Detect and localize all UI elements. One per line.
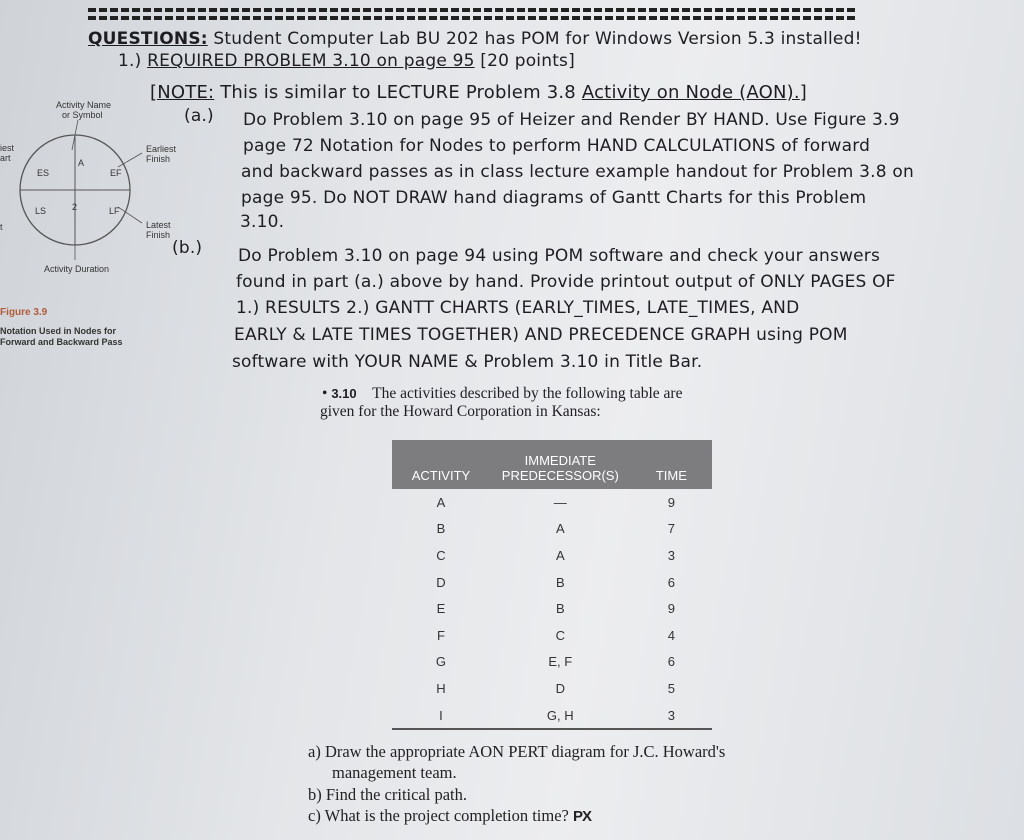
latest-label: Latest: [146, 220, 171, 230]
note-aon: Activity on Node (AON).: [581, 82, 800, 103]
cell-activity: C: [436, 547, 446, 563]
ls-label: LS: [35, 206, 47, 216]
table-row: [392, 649, 712, 676]
cell-predecessor: —: [553, 494, 567, 510]
part-a-line-3: and backward passes as in class lecture example handout for Problem 3.8 on: [241, 162, 914, 182]
cell-activity: F: [436, 627, 445, 643]
problem-title: REQUIRED PROBLEM 3.10 on page 95: [147, 51, 475, 71]
cell-predecessor: E, F: [548, 654, 573, 670]
part-b-line-3: 1.) RESULTS 2.) GANTT CHARTS (EARLY_TIMES, LATE_TIMES, AND: [236, 298, 800, 318]
part-b-line-2: found in part (a.) above by hand. Provide printout output of ONLY PAGES OF: [236, 272, 896, 292]
part-b-line-5: software with YOUR NAME & Problem 3.10 in Title Bar.: [232, 352, 703, 372]
cell-predecessor: A: [555, 521, 565, 537]
table-row: [392, 542, 712, 569]
table-row: [392, 516, 712, 543]
cell-activity: D: [436, 574, 446, 590]
ef-label: EF: [110, 168, 122, 178]
activity-table: [392, 440, 712, 730]
activity-name-label: Activity Name: [56, 100, 112, 110]
cell-activity: I: [392, 702, 490, 730]
table-row: [392, 675, 712, 702]
cell-predecessor: A: [555, 547, 565, 563]
earliest-finish-label: Finish: [146, 154, 171, 164]
note-line: [150, 82, 807, 103]
table-row: [392, 569, 712, 596]
part-a-line-1: Do Problem 3.10 on page 95 of Heizer and Render BY HAND. Use Figure 3.9: [243, 110, 900, 130]
cell-time: 5: [667, 680, 675, 696]
cell-activity: A: [436, 494, 446, 510]
cell-activity: E: [436, 601, 446, 617]
left-cut-label-3: t: [0, 222, 3, 232]
questions-text: Student Computer Lab BU 202 has POM for Windows Version 5.3 installed!: [207, 29, 862, 49]
note-text: This is similar to LECTURE Problem 3.8: [214, 82, 582, 103]
table-row: [392, 595, 712, 622]
cell-time: 6: [667, 654, 675, 670]
problem-number: 1.): [118, 51, 142, 71]
figure-caption-2: Forward and Backward Pass: [0, 337, 123, 347]
cell-predecessor: B: [555, 601, 565, 617]
cell-time: 3: [631, 702, 712, 730]
figure-caption-1: Notation Used in Nodes for: [0, 326, 117, 336]
left-cut-label-2: art: [0, 153, 11, 163]
cell-predecessor: B: [555, 574, 565, 590]
intro-line-2: given for the Howard Corporation in Kansas:: [320, 403, 601, 420]
part-a-line-2: page 72 Notation for Nodes to perform HAND CALCULATIONS of forward: [243, 136, 871, 156]
node-duration: 2: [72, 202, 78, 212]
or-symbol-label: or Symbol: [62, 110, 103, 120]
part-a-line-5: 3.10.: [240, 212, 285, 232]
px-mark: PX: [572, 808, 591, 825]
questions-header: [88, 29, 862, 49]
table-row: [392, 702, 712, 730]
latest-finish-label: Finish: [146, 230, 171, 240]
intro-line-1: The activities described by the following table are: [372, 385, 683, 402]
header-predecessors: IMMEDIATE PREDECESSOR(S): [490, 440, 631, 489]
header-activity: ACTIVITY: [392, 440, 490, 489]
earliest-label: Earliest: [146, 144, 177, 154]
top-rule-lower: [88, 16, 858, 20]
note-close: ]: [799, 82, 808, 103]
header-time: TIME: [631, 440, 712, 489]
question-c-text: c) What is the project completion time?: [308, 806, 569, 825]
part-a-label: (a.): [184, 106, 214, 126]
question-a-line-2: management team.: [332, 763, 457, 782]
question-c: [308, 806, 591, 826]
part-b-line-1: Do Problem 3.10 on page 94 using POM software and check your answers: [238, 246, 881, 266]
cell-activity: H: [436, 680, 446, 696]
cell-time: 4: [667, 627, 675, 643]
cell-time: 3: [667, 547, 675, 563]
textbook-intro-1: [322, 385, 682, 403]
part-b-label: (b.): [172, 238, 203, 258]
pointer-latest-finish: [118, 207, 142, 223]
cell-time: 7: [667, 521, 675, 537]
part-b-line-4: EARLY & LATE TIMES TOGETHER) AND PRECEDENCE GRAPH using POM: [234, 325, 848, 345]
question-b: b) Find the critical path.: [308, 785, 467, 804]
cell-predecessor: D: [555, 680, 565, 696]
question-a-line-1: a) Draw the appropriate AON PERT diagram for J.C. Howard's: [308, 742, 726, 761]
questions-label: QUESTIONS:: [88, 29, 208, 49]
problem-points: [20 points]: [480, 51, 575, 71]
cell-time: 9: [667, 601, 675, 617]
cell-time: 9: [667, 494, 675, 510]
cell-predecessor: G, H: [490, 702, 631, 730]
figure-number: Figure 3.9: [0, 307, 48, 318]
activity-duration-label: Activity Duration: [44, 264, 110, 274]
bullet: •: [322, 385, 328, 402]
left-cut-label-1: iest: [0, 143, 15, 153]
part-a-line-4: page 95. Do NOT DRAW hand diagrams of Gantt Charts for this Problem: [241, 188, 867, 208]
es-label: ES: [37, 168, 50, 178]
cell-predecessor: C: [555, 627, 565, 643]
problem-title-line: [118, 51, 575, 71]
cell-activity: B: [436, 521, 446, 537]
lf-label: LF: [109, 206, 120, 216]
top-rule: [88, 8, 858, 12]
textbook-problem-number: 3.10: [331, 386, 357, 401]
note-label: [NOTE:: [150, 82, 215, 103]
table-header-row: [392, 440, 712, 489]
cell-activity: G: [435, 654, 447, 670]
table-row: [392, 622, 712, 649]
table-row: [392, 489, 712, 516]
node-letter: A: [78, 158, 85, 168]
cell-time: 6: [667, 574, 675, 590]
